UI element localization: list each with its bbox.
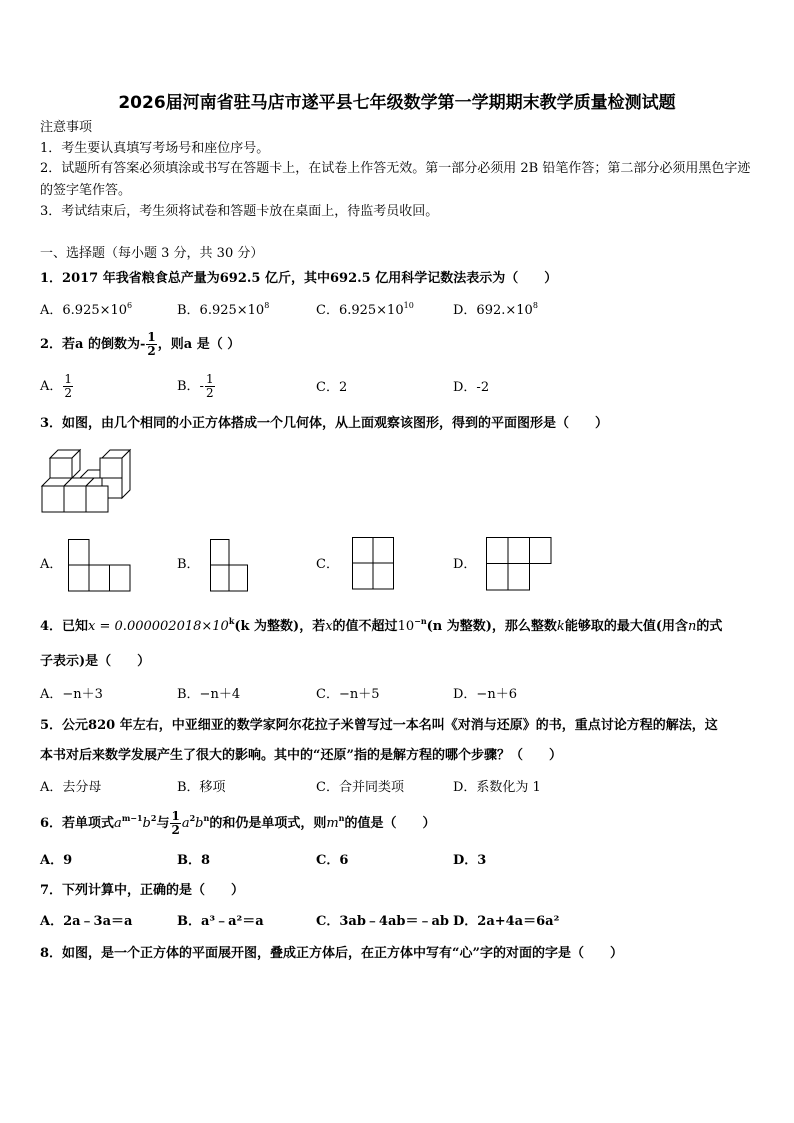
q7-option-b: B．a³﹣a²＝a bbox=[177, 914, 264, 929]
q2-stem: 2．若a 的倒数为- $\frac{1}{2}$ ，则a 是（ ） bbox=[40, 330, 241, 358]
notice-item-1: 1．考生要认真填写考场号和座位序号。 bbox=[40, 141, 270, 156]
q6-option-d: D．3 bbox=[453, 853, 487, 868]
page-title: 2026届河南省驻马店市遂平县七年级数学第一学期期末教学质量检测试题 bbox=[118, 93, 676, 113]
q1-option-d: D．$692.\times 10^8$ bbox=[453, 301, 538, 318]
q7-stem: 7．下列计算中，正确的是（ ） bbox=[40, 883, 245, 898]
q2-option-d: D．-2 bbox=[453, 380, 490, 395]
q3-option-b-shape bbox=[210, 539, 248, 592]
q1-option-a: A．$6.925\times 10^6$ bbox=[40, 301, 133, 318]
q5-option-c: C．合并同类项 bbox=[316, 780, 404, 795]
q4-option-d: D．−n＋6 bbox=[453, 687, 517, 702]
q4-option-a: A．−n＋3 bbox=[40, 687, 103, 702]
q7-option-c: C．3ab﹣4ab＝﹣ab bbox=[316, 914, 449, 929]
q2-option-b: B．- $\frac{1}{2}$ bbox=[177, 372, 214, 400]
q5-option-b: B．移项 bbox=[177, 780, 226, 795]
q2-option-c: C．2 bbox=[316, 380, 348, 395]
q6-option-b: B．8 bbox=[177, 853, 211, 868]
q5-stem-line2: 本书对后来数学发展产生了很大的影响。其中的“还原”指的是解方程的哪个步骤？（ ） bbox=[40, 748, 562, 763]
q5-option-a: A．去分母 bbox=[40, 780, 102, 795]
q7-option-a: A．2a﹣3a＝a bbox=[40, 914, 133, 929]
q3-option-c: C． bbox=[316, 557, 339, 572]
q2-fraction: $\frac{1}{2}$ bbox=[147, 330, 156, 358]
q3-option-c-shape bbox=[352, 537, 394, 590]
q4-option-b: B．−n＋4 bbox=[177, 687, 241, 702]
q4-stem-line1: 4．已知$x = 0.000002018\times 10^k(k$ 为整数)，若x的值不超过$10^{-n}(n$ 为整数)，那么整数k能够取的最大值(用含n的式 bbox=[40, 616, 723, 634]
q6-stem: 6．若单项式$a^{m-1}b^2$与 $\frac{1}{2}$ $a^2b^n$的和仍是单项式，则$m^n$的值是（ ） bbox=[40, 809, 436, 837]
q3-stem: 3．如图，由几个相同的小正方体搭成一个几何体，从上面观察该图形，得到的平面图形是（ ） bbox=[40, 416, 609, 431]
q3-option-d: D． bbox=[453, 557, 477, 572]
q1-option-c: C．$6.925\times 10^{10}$ bbox=[316, 301, 414, 318]
q6-option-c: C．6 bbox=[316, 853, 349, 868]
q3-option-a: A． bbox=[40, 557, 63, 572]
q4-stem-line2: 子表示)是（ ） bbox=[40, 654, 151, 669]
q2-option-a: A． $\frac{1}{2}$ bbox=[40, 372, 73, 400]
q4-option-c: C．−n＋5 bbox=[316, 687, 380, 702]
q5-stem-line1: 5．公元820 年左右，中亚细亚的数学家阿尔花拉子米曾写过一本名叫《对消与还原》的书，重点讨论方程的解法，这 bbox=[40, 718, 718, 733]
q8-stem: 8．如图，是一个正方体的平面展开图，叠成正方体后，在正方体中写有“心”字的对面的字是（ ） bbox=[40, 946, 624, 961]
q3-option-b: B． bbox=[177, 557, 200, 572]
q1-stem: 1．2017 年我省粮食总产量为692.5 亿斤，其中692.5 亿用科学记数法表示为（ ） bbox=[40, 271, 558, 286]
q3-cube-figure bbox=[40, 448, 130, 516]
notice-heading: 注意事项 bbox=[40, 120, 93, 135]
q5-option-d: D．系数化为 1 bbox=[453, 780, 541, 795]
section-heading: 一、选择题（每小题 3 分，共 30 分） bbox=[40, 246, 264, 261]
notice-item-3: 3．考试结束后，考生须将试卷和答题卡放在桌面上，待监考员收回。 bbox=[40, 204, 439, 219]
q6-option-a: A．9 bbox=[40, 853, 73, 868]
q3-option-d-shape bbox=[486, 537, 552, 591]
q1-option-b: B．$6.925\times 10^8$ bbox=[177, 301, 270, 318]
q7-option-d: D．2a+4a＝6a² bbox=[453, 914, 560, 929]
notice-item-2: 2．试题所有答案必须填涂或书写在答题卡上，在试卷上作答无效。第一部分必须用 2B 铅笔作答；第二部分必须用黑色字迹的签字笔作答。 bbox=[40, 161, 751, 198]
q3-option-a-shape bbox=[68, 539, 131, 592]
